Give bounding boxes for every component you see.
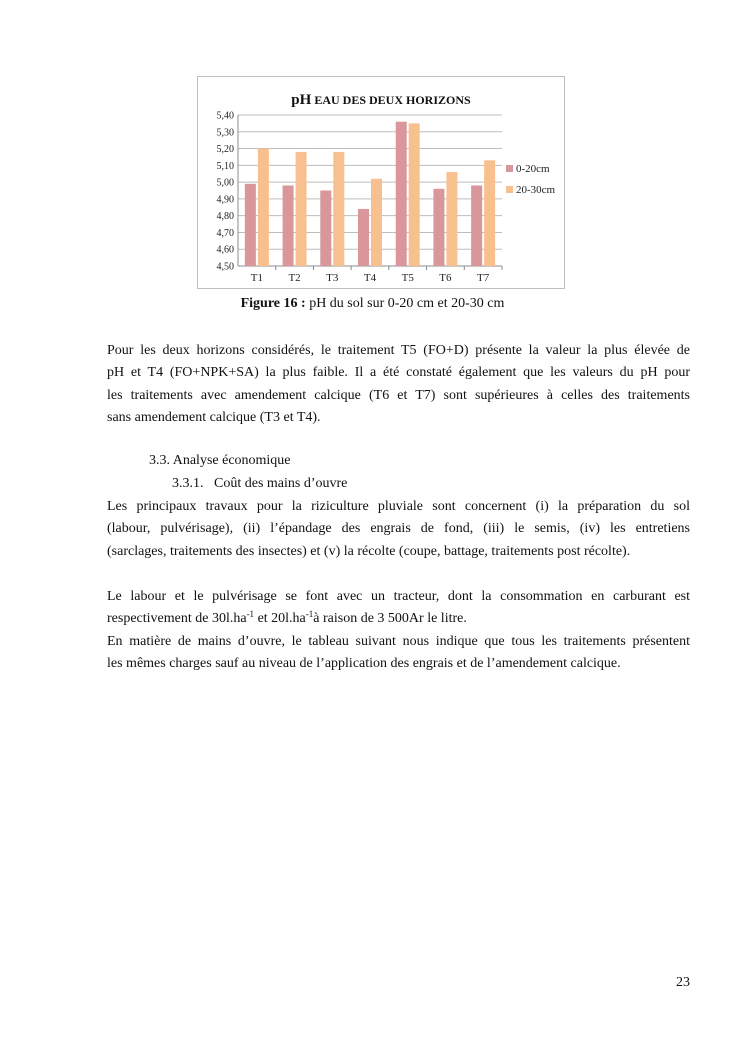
text-line: En matière de mains d’ouvre, le tableau suivant nous indique que tous les traitements présentent — [107, 634, 690, 649]
y-tick-label: 4,50 — [216, 261, 234, 273]
text-line: sans amendement calcique (T3 et T4). — [107, 409, 321, 425]
chart-figure — [197, 76, 565, 289]
bar-0-20cm-T2 — [283, 185, 294, 266]
legend-label: 0-20cm — [516, 163, 550, 175]
text-fragment: à raison de 3 500Ar le litre. — [313, 611, 467, 627]
chart-svg — [198, 77, 564, 288]
bar-20-30cm-T3 — [333, 152, 344, 266]
chart-title — [291, 92, 471, 108]
paragraph-ph-results — [107, 340, 690, 429]
figure-label: Figure 16 : — [240, 296, 306, 311]
bar-20-30cm-T7 — [484, 160, 495, 266]
subsection-title: Coût des mains d’ouvre — [214, 476, 348, 491]
text-line: Pour les deux horizons considérés, le traitement T5 (FO+D) présente la valeur la plus élevée de — [107, 343, 690, 358]
superscript: -1 — [246, 609, 255, 620]
bar-0-20cm-T3 — [320, 191, 331, 267]
paragraph-main-works — [107, 496, 690, 563]
paragraph-labour — [107, 631, 690, 676]
y-tick-label: 5,10 — [216, 160, 234, 172]
chart-title-ph: pH — [291, 92, 312, 108]
legend-swatch-20-30cm — [506, 186, 513, 193]
y-tick-label: 5,30 — [216, 127, 234, 139]
y-tick-label: 4,80 — [216, 211, 234, 223]
text-line: Le labour et le pulvérisage se font avec un tracteur, dont la consommation en carburant est — [107, 589, 690, 604]
figure-caption-text: pH du sol sur 0-20 cm et 20-30 cm — [305, 296, 505, 311]
bar-0-20cm-T4 — [358, 209, 369, 266]
text-line: pH et T4 (FO+NPK+SA) la plus faible. Il a été constaté également que les valeurs du pH pour — [107, 365, 690, 381]
text-fragment: respectivement de 30l.ha — [107, 611, 247, 627]
y-tick-label: 4,90 — [216, 194, 234, 206]
section-heading: 3.3. Analyse économique — [149, 453, 291, 468]
y-tick-label: 4,70 — [216, 227, 234, 239]
page-number: 23 — [676, 975, 690, 990]
bar-0-20cm-T7 — [471, 185, 482, 266]
x-tick-label: T7 — [477, 272, 490, 284]
bar-20-30cm-T6 — [446, 172, 457, 266]
paragraph-tractor — [107, 586, 690, 631]
subsection-heading — [172, 476, 347, 492]
bar-0-20cm-T5 — [396, 122, 407, 266]
y-tick-label: 5,20 — [216, 144, 234, 156]
bar-20-30cm-T5 — [409, 123, 420, 266]
bar-20-30cm-T4 — [371, 179, 382, 266]
chart-title-rest: EAU DES DEUX HORIZONS — [311, 93, 471, 107]
legend-label: 20-30cm — [516, 184, 556, 196]
bar-0-20cm-T1 — [245, 184, 256, 266]
legend-swatch-0-20cm — [506, 165, 513, 172]
text-fragment: et 20l.ha — [254, 611, 306, 627]
bar-20-30cm-T2 — [296, 152, 307, 266]
x-tick-label: T2 — [288, 272, 301, 284]
text-line: (labour, pulvérisage), (ii) l’épandage des engrais de fond, (iii) le semis, (iv) les entretiens — [107, 521, 690, 537]
text-line: les traitements avec amendement calcique (T6 et T7) sont supérieures à celles des traitements — [107, 387, 690, 403]
x-tick-label: T1 — [250, 272, 263, 284]
x-tick-label: T6 — [439, 272, 452, 284]
text-line — [107, 608, 690, 630]
x-tick-label: T3 — [326, 272, 339, 284]
text-line: Les principaux travaux pour la riziculture pluviale sont concernent (i) la préparation du sol — [107, 499, 690, 514]
superscript: -1 — [305, 609, 314, 620]
y-tick-label: 4,60 — [216, 244, 234, 256]
y-tick-label: 5,40 — [216, 110, 234, 122]
text-line: (sarclages, traitements des insectes) et (v) la récolte (coupe, battage, traitements post récolte). — [107, 543, 631, 559]
x-tick-label: T5 — [401, 272, 414, 284]
text-line: les mêmes charges sauf au niveau de l’application des engrais et de l’amendement calcique. — [107, 656, 621, 672]
y-tick-label: 5,00 — [216, 177, 234, 189]
subsection-number: 3.3.1. — [172, 476, 204, 491]
figure-caption — [0, 296, 745, 312]
x-tick-label: T4 — [363, 272, 377, 284]
bar-20-30cm-T1 — [258, 149, 269, 266]
bar-0-20cm-T6 — [433, 189, 444, 266]
